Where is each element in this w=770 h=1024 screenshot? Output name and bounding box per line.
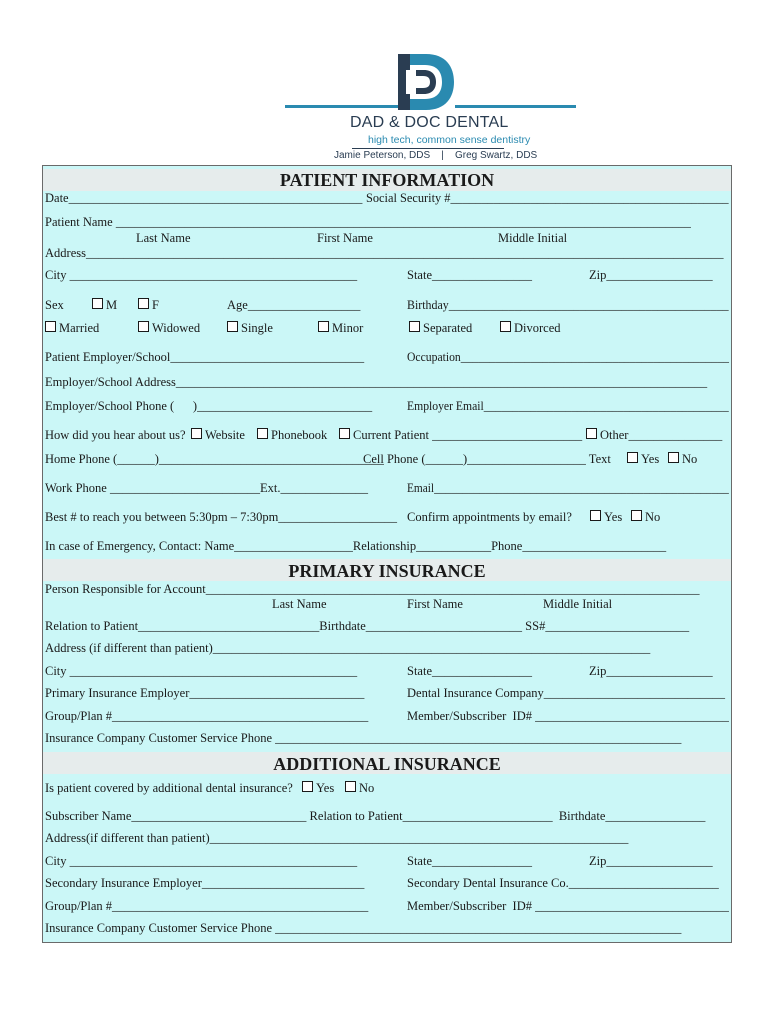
state-field[interactable]: State________________ <box>407 268 532 282</box>
widowed-option[interactable]: Widowed <box>138 321 200 335</box>
additional-no-option[interactable]: No <box>345 781 374 795</box>
logo-rule-left <box>285 105 403 108</box>
checkbox-icon[interactable] <box>590 510 601 521</box>
additional-city-field[interactable]: City ______________________________________________ <box>45 854 358 868</box>
last-name-label: Last Name <box>272 597 327 611</box>
primary-city-field[interactable]: City ______________________________________________ <box>45 664 358 678</box>
secondary-company-field[interactable]: Secondary Dental Insurance Co.________________________ <box>407 876 719 890</box>
relation-birthdate-ssn-field[interactable]: Relation to Patient_____________________________Birthdate_________________________ SS#_______________________ <box>45 619 690 633</box>
zip-field[interactable]: Zip_________________ <box>589 268 713 282</box>
married-option[interactable]: Married <box>45 321 99 335</box>
checkbox-icon[interactable] <box>409 321 420 332</box>
tagline-divider <box>352 148 504 149</box>
checkbox-icon[interactable] <box>668 452 679 463</box>
separated-option[interactable]: Separated <box>409 321 472 335</box>
secondary-employer-field[interactable]: Secondary Insurance Employer__________________________ <box>45 876 365 890</box>
checkbox-icon[interactable] <box>191 428 202 439</box>
website-option[interactable]: Website <box>191 428 245 442</box>
phonebook-option[interactable]: Phonebook <box>257 428 327 442</box>
brand-tagline: high tech, common sense dentistry <box>368 134 531 146</box>
checkbox-icon[interactable] <box>631 510 642 521</box>
occupation-field[interactable]: Occupation______________________________________________ <box>407 350 730 364</box>
dentist-names: Jamie Peterson, DDS | Greg Swartz, DDS <box>334 150 538 161</box>
primary-member-id-field[interactable]: Member/Subscriber ID# _______________________________ <box>407 709 729 723</box>
checkbox-icon[interactable] <box>257 428 268 439</box>
sex-label: Sex <box>45 298 64 312</box>
additional-state-field[interactable]: State________________ <box>407 854 532 868</box>
work-phone-field[interactable]: Work Phone ________________________Ext.______________ <box>45 481 368 495</box>
employer-email-field[interactable]: Employer Email__________________________________________ <box>407 399 729 413</box>
text-yes-option[interactable]: Yes <box>627 452 659 466</box>
confirm-email-label: Confirm appointments by email? <box>407 510 572 524</box>
employer-phone-field[interactable]: Employer/School Phone ( )____________________________ <box>45 399 373 413</box>
last-name-label: Last Name <box>136 231 191 245</box>
additional-zip-field[interactable]: Zip_________________ <box>589 854 713 868</box>
best-number-field[interactable]: Best # to reach you between 5:30pm – 7:30pm___________________ <box>45 510 398 524</box>
checkbox-icon[interactable] <box>302 781 313 792</box>
brand-name: DAD & DOC DENTAL <box>350 114 509 131</box>
confirm-yes-option[interactable]: Yes <box>590 510 622 524</box>
logo-rule-right <box>455 105 576 108</box>
patient-form <box>42 165 732 943</box>
secondary-cs-phone-field[interactable]: Insurance Company Customer Service Phone _________________________________________________________________ <box>45 921 682 935</box>
additional-yes-option[interactable]: Yes <box>302 781 334 795</box>
checkbox-icon[interactable] <box>138 321 149 332</box>
text-no-option[interactable]: No <box>668 452 697 466</box>
section-title-patient: PATIENT INFORMATION <box>279 170 495 190</box>
section-title-additional: ADDITIONAL INSURANCE <box>273 754 501 774</box>
sex-m-option[interactable]: M <box>92 298 117 312</box>
checkbox-icon[interactable] <box>45 321 56 332</box>
first-name-label: First Name <box>317 231 373 245</box>
primary-address-field[interactable]: Address (if different than patient)______________________________________________________________________ <box>45 641 651 655</box>
minor-option[interactable]: Minor <box>318 321 363 335</box>
additional-address-field[interactable]: Address(if different than patient)___________________________________________________________________ <box>45 831 629 845</box>
subscriber-line-field[interactable]: Subscriber Name____________________________ Relation to Patient________________________ Birthdate________________ <box>45 809 706 823</box>
employer-address-field[interactable]: Employer/School Address_____________________________________________________________________________________ <box>45 375 708 389</box>
sex-f-option[interactable]: F <box>138 298 159 312</box>
primary-zip-field[interactable]: Zip_________________ <box>589 664 713 678</box>
letterhead <box>0 0 770 165</box>
checkbox-icon[interactable] <box>138 298 149 309</box>
primary-cs-phone-field[interactable]: Insurance Company Customer Service Phone _________________________________________________________________ <box>45 731 682 745</box>
first-name-label: First Name <box>407 597 463 611</box>
current-patient-option[interactable]: Current Patient ________________________ <box>339 428 582 442</box>
secondary-member-id-field[interactable]: Member/Subscriber ID# _______________________________ <box>407 899 729 913</box>
email-field[interactable]: Email____________________________________________________ <box>407 481 729 495</box>
patient-name-field[interactable]: Patient Name ____________________________________________________________________________________________ <box>45 215 691 229</box>
primary-group-plan-field[interactable]: Group/Plan #_________________________________________ <box>45 709 369 723</box>
dental-insurance-company-field[interactable]: Dental Insurance Company_____________________________ <box>407 686 726 700</box>
single-option[interactable]: Single <box>227 321 273 335</box>
additional-coverage-label: Is patient covered by additional dental insurance? <box>45 781 293 795</box>
checkbox-icon[interactable] <box>345 781 356 792</box>
checkbox-icon[interactable] <box>318 321 329 332</box>
section-title-primary: PRIMARY INSURANCE <box>288 561 486 581</box>
responsible-person-field[interactable]: Person Responsible for Account_______________________________________________________________________________ <box>45 582 700 596</box>
age-field[interactable]: Age__________________ <box>227 298 361 312</box>
ssn-field[interactable]: Social Security #_____________________________________________ <box>366 191 729 205</box>
divorced-option[interactable]: Divorced <box>500 321 561 335</box>
secondary-group-plan-field[interactable]: Group/Plan #_________________________________________ <box>45 899 369 913</box>
hear-about-label: How did you hear about us? <box>45 428 186 442</box>
checkbox-icon[interactable] <box>500 321 511 332</box>
emergency-contact-field[interactable]: In case of Emergency, Contact: Name___________________Relationship____________Phone_______________________ <box>45 539 667 553</box>
checkbox-icon[interactable] <box>227 321 238 332</box>
other-option[interactable]: Other_______________ <box>586 428 722 442</box>
primary-state-field[interactable]: State________________ <box>407 664 532 678</box>
address-field[interactable]: Address______________________________________________________________________________________________________ <box>45 246 724 260</box>
birthday-field[interactable]: Birthday_______________________________________________ <box>407 298 729 312</box>
primary-employer-field[interactable]: Primary Insurance Employer____________________________ <box>45 686 365 700</box>
checkbox-icon[interactable] <box>92 298 103 309</box>
date-field[interactable]: Date_______________________________________________ <box>45 191 363 205</box>
middle-initial-label: Middle Initial <box>498 231 568 245</box>
checkbox-icon[interactable] <box>339 428 350 439</box>
city-field[interactable]: City ______________________________________________ <box>45 268 358 282</box>
home-phone-field[interactable]: Home Phone (______)____________________________________ <box>45 452 384 466</box>
checkbox-icon[interactable] <box>627 452 638 463</box>
checkbox-icon[interactable] <box>586 428 597 439</box>
confirm-no-option[interactable]: No <box>631 510 660 524</box>
middle-initial-label: Middle Initial <box>543 597 613 611</box>
cell-phone-field[interactable]: Cell Phone (______)___________________ Text <box>363 452 611 466</box>
dd-logo-icon <box>396 52 458 112</box>
employer-school-field[interactable]: Patient Employer/School_______________________________ <box>45 350 365 364</box>
